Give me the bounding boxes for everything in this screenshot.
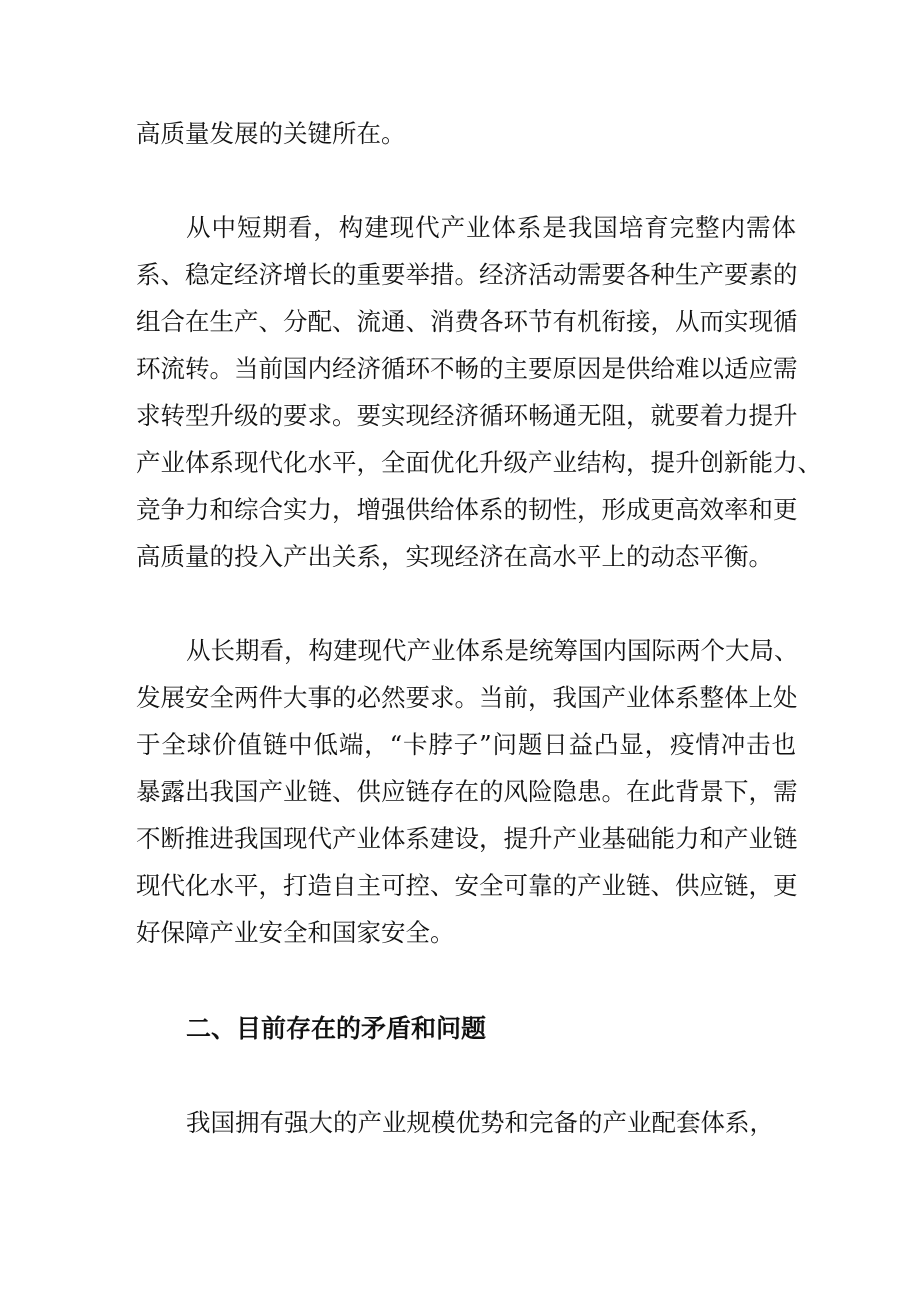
- text-line: 高质量的投入产出关系，实现经济在高水平上的动态平衡。: [136, 542, 773, 571]
- text-line: 从长期看，构建现代产业体系是统筹国内国际两个大局、: [186, 636, 799, 665]
- text-line: 于全球价值链中低端，“卡脖子”问题日益凸显，疫情冲击也: [136, 730, 796, 759]
- text-line: 环流转。当前国内经济循环不畅的主要原因是供给难以适应需: [136, 354, 798, 383]
- text-line: 暴露出我国产业链、供应链存在的风险隐患。在此背景下，需: [136, 777, 798, 806]
- section-heading: 二、目前存在的矛盾和问题: [186, 1014, 487, 1043]
- text-line: 发展安全两件大事的必然要求。当前，我国产业体系整体上处: [136, 683, 798, 712]
- text-line: 高质量发展的关键所在。: [136, 119, 406, 148]
- text-line: 系、稳定经济增长的重要举措。经济活动需要各种生产要素的: [136, 260, 798, 289]
- text-line: 竞争力和综合实力，增强供给体系的韧性，形成更高效率和更: [136, 495, 798, 524]
- text-line: 从中短期看，构建现代产业体系是我国培育完整内需体: [186, 213, 796, 242]
- text-line: 产业体系现代化水平，全面优化升级产业结构，提升创新能力、: [136, 448, 822, 477]
- text-line: 组合在生产、分配、流通、消费各环节有机衔接，从而实现循: [136, 307, 798, 336]
- text-line: 现代化水平，打造自主可控、安全可靠的产业链、供应链，更: [136, 871, 798, 900]
- text-line: 我国拥有强大的产业规模优势和完备的产业配套体系，: [186, 1108, 774, 1137]
- text-line: 求转型升级的要求。要实现经济循环畅通无阻，就要着力提升: [136, 401, 798, 430]
- text-line: 不断推进我国现代产业体系建设，提升产业基础能力和产业链: [136, 824, 798, 853]
- text-line: 好保障产业安全和国家安全。: [136, 918, 455, 947]
